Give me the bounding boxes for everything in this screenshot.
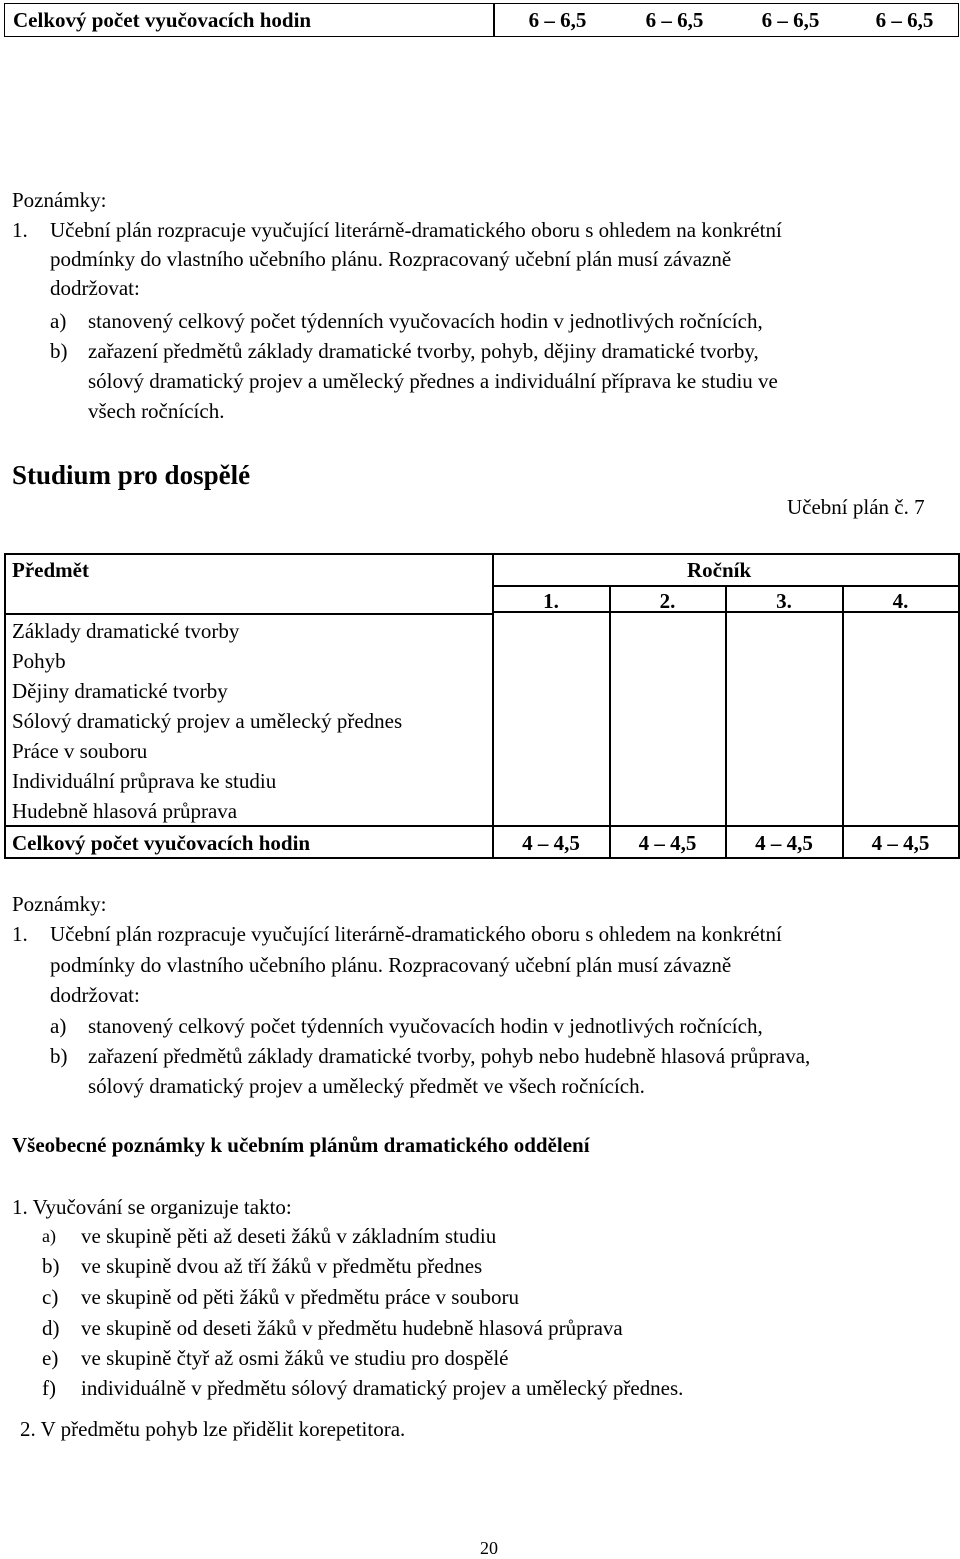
general-list-label: c): [42, 1285, 59, 1309]
general-list-item: ve skupině čtyř až osmi žáků ve studiu pro dospělé: [81, 1346, 509, 1370]
general-list-item: ve skupině od deseti žáků v předmětu hudebně hlasová průprava: [81, 1316, 623, 1340]
study-plan-table: [4, 553, 960, 859]
subject-row: Sólový dramatický projev a umělecký přednes: [12, 709, 403, 733]
general-list-item: ve skupině pěti až deseti žáků v základním studiu: [81, 1224, 497, 1248]
subject-row: Pohyb: [12, 649, 66, 673]
top-total-value-3: 6 – 6,5: [761, 8, 820, 32]
notes-2-subitem-label-b: b): [50, 1044, 68, 1068]
subject-row: Základy dramatické tvorby: [12, 619, 240, 643]
subject-row: Hudebně hlasová průprava: [12, 799, 238, 823]
subject-row: Dějiny dramatické tvorby: [12, 679, 228, 703]
total-value-2: 4 – 4,5: [638, 831, 697, 855]
notes-1-subitem-b: zařazení předmětů základy dramatické tvorby, pohyb, dějiny dramatické tvorby,: [88, 339, 759, 363]
general-list-label: d): [42, 1316, 60, 1340]
grade-header: Ročník: [687, 558, 752, 582]
notes-2-subitem-label-a: a): [50, 1014, 67, 1038]
section-title: Studium pro dospělé: [12, 460, 251, 490]
top-total-value-1: 6 – 6,5: [528, 8, 587, 32]
notes-2-item-number: 1.: [12, 922, 28, 946]
general-list-label: e): [42, 1346, 59, 1370]
general-list-label: f): [42, 1376, 56, 1400]
top-total-label: Celkový počet vyučovacích hodin: [13, 8, 312, 32]
subject-row: Individuální průprava ke studiu: [12, 769, 277, 793]
grade-3: 3.: [776, 589, 792, 613]
notes-1-subitem-b: sólový dramatický projev a umělecký přednes a individuální příprava ke studiu ve: [88, 369, 778, 393]
total-value-4: 4 – 4,5: [871, 831, 930, 855]
notes-1-line: podmínky do vlastního učebního plánu. Rozpracovaný učební plán musí závazně: [50, 247, 732, 271]
notes-1-subitem-label-b: b): [50, 339, 68, 363]
notes-2-subitem-b: sólový dramatický projev a umělecký předmět ve všech ročnících.: [88, 1074, 645, 1098]
general-notes-title: Všeobecné poznámky k učebním plánům dramatického oddělení: [12, 1133, 590, 1157]
notes-1-line: Učební plán rozpracuje vyučující literárně-dramatického oboru s ohledem na konkrétní: [50, 218, 782, 242]
top-total-row: [4, 3, 959, 37]
notes-2-title: Poznámky:: [12, 892, 107, 916]
notes-2-subitem-a: stanovený celkový počet týdenních vyučovacích hodin v jednotlivých ročnících,: [88, 1014, 763, 1038]
general-list-item: ve skupině od pěti žáků v předmětu práce v souboru: [81, 1285, 519, 1309]
notes-2-line: dodržovat:: [50, 983, 140, 1007]
general-list-label: b): [42, 1254, 60, 1278]
notes-1-subitem-label-a: a): [50, 309, 67, 333]
notes-1-subitem-b: všech ročnících.: [88, 399, 225, 423]
general-item-1: 1. Vyučování se organizuje takto:: [12, 1195, 292, 1219]
plan-label: Učební plán č. 7: [787, 495, 925, 519]
total-value-3: 4 – 4,5: [755, 831, 813, 855]
total-label: Celkový počet vyučovacích hodin: [12, 831, 311, 855]
page-number: 20: [480, 1538, 498, 1558]
notes-2-subitem-b: zařazení předmětů základy dramatické tvorby, pohyb nebo hudebně hlasová průprava,: [88, 1044, 811, 1068]
top-total-value-2: 6 – 6,5: [645, 8, 704, 32]
grade-2: 2.: [659, 589, 676, 613]
notes-1-item-number: 1.: [12, 218, 28, 242]
notes-2-line: podmínky do vlastního učebního plánu. Rozpracovaný učební plán musí závazně: [50, 953, 732, 977]
notes-1-subitem-a: stanovený celkový počet týdenních vyučovacích hodin v jednotlivých ročnících,: [88, 309, 763, 333]
notes-1-line: dodržovat:: [50, 276, 140, 300]
top-total-value-4: 6 – 6,5: [875, 8, 934, 32]
general-item-2: 2. V předmětu pohyb lze přidělit korepetitora.: [20, 1417, 406, 1441]
subject-header: Předmět: [12, 558, 89, 582]
general-list-label: a): [42, 1226, 56, 1246]
grade-4: 4.: [892, 589, 909, 613]
total-value-1: 4 – 4,5: [522, 831, 580, 855]
grade-1: 1.: [543, 589, 559, 613]
notes-1-title: Poznámky:: [12, 188, 107, 212]
general-list-item: ve skupině dvou až tří žáků v předmětu přednes: [81, 1254, 483, 1278]
notes-2-line: Učební plán rozpracuje vyučující literárně-dramatického oboru s ohledem na konkrétní: [50, 922, 782, 946]
general-list-item: individuálně v předmětu sólový dramatický projev a umělecký přednes.: [81, 1376, 684, 1400]
subject-row: Práce v souboru: [12, 739, 148, 763]
